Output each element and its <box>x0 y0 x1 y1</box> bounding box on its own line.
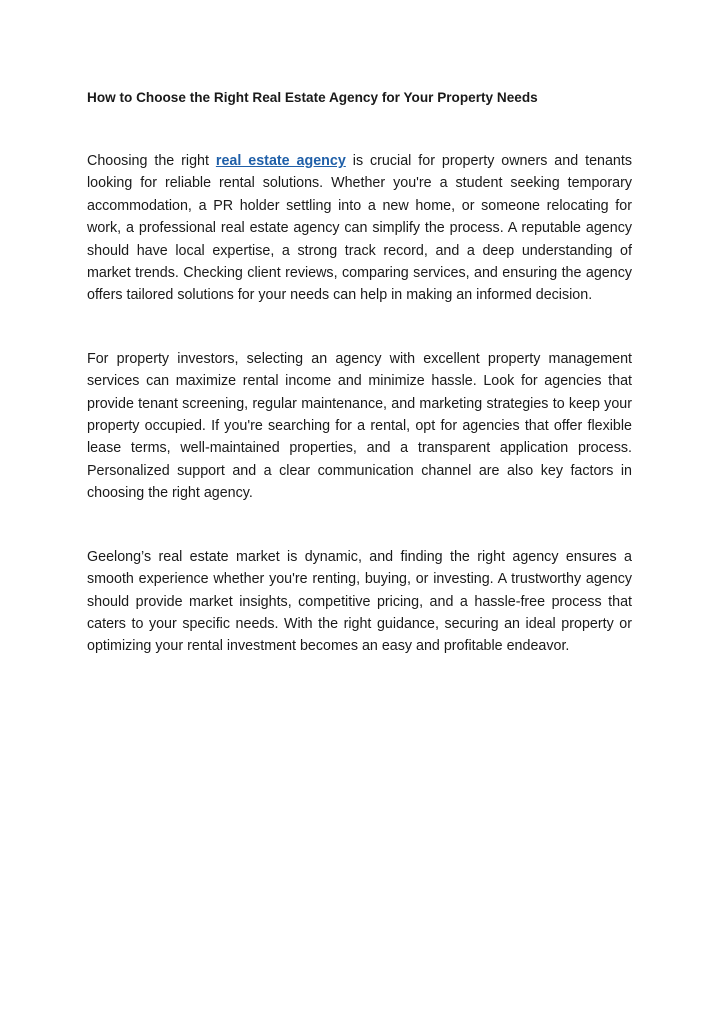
paragraph-intro-lead: Choosing the right <box>87 153 216 169</box>
paragraph-investors: For property investors, selecting an agency with excellent property management services can maximize rental income and minimize hassle. Look for agencies that provide tenant screening, regular maintenance, and marketing strategies to keep your property occupied. If you're searching for a rental, opt for agencies that offer flexible lease terms, well-maintained properties, and a transparent application process. Personalized support and a clear communication channel are also key factors in choosing the right agency. <box>87 350 632 502</box>
paragraph-intro-rest: is crucial for property owners and tenants looking for reliable rental solutions. Whether you're a student seeking temporary accommodation, a PR holder settling into a new home, or someone relocating for work, a professional real estate agency can simplify the process. A reputable agency should have local expertise, a strong track record, and a deep understanding of market trends. Checking client reviews, comparing services, and ensuring the agency offers tailored solutions for your needs can help in making an informed decision. <box>87 153 632 304</box>
document-title: How to Choose the Right Real Estate Agency for Your Property Needs <box>87 90 538 105</box>
document-body <box>87 87 632 699</box>
real-estate-agency-link[interactable]: real estate agency <box>215 153 346 169</box>
paragraph-geelong: Geelong’s real estate market is dynamic, and finding the right agency ensures a smooth experience whether you're renting, buying, or investing. A trustworthy agency should provide market insights, competitive pricing, and a hassle-free process that caters to your specific needs. With the right guidance, securing an ideal property or optimizing your rental investment becomes an easy and profitable endeavor. <box>87 548 632 655</box>
paragraph-intro <box>87 150 632 307</box>
